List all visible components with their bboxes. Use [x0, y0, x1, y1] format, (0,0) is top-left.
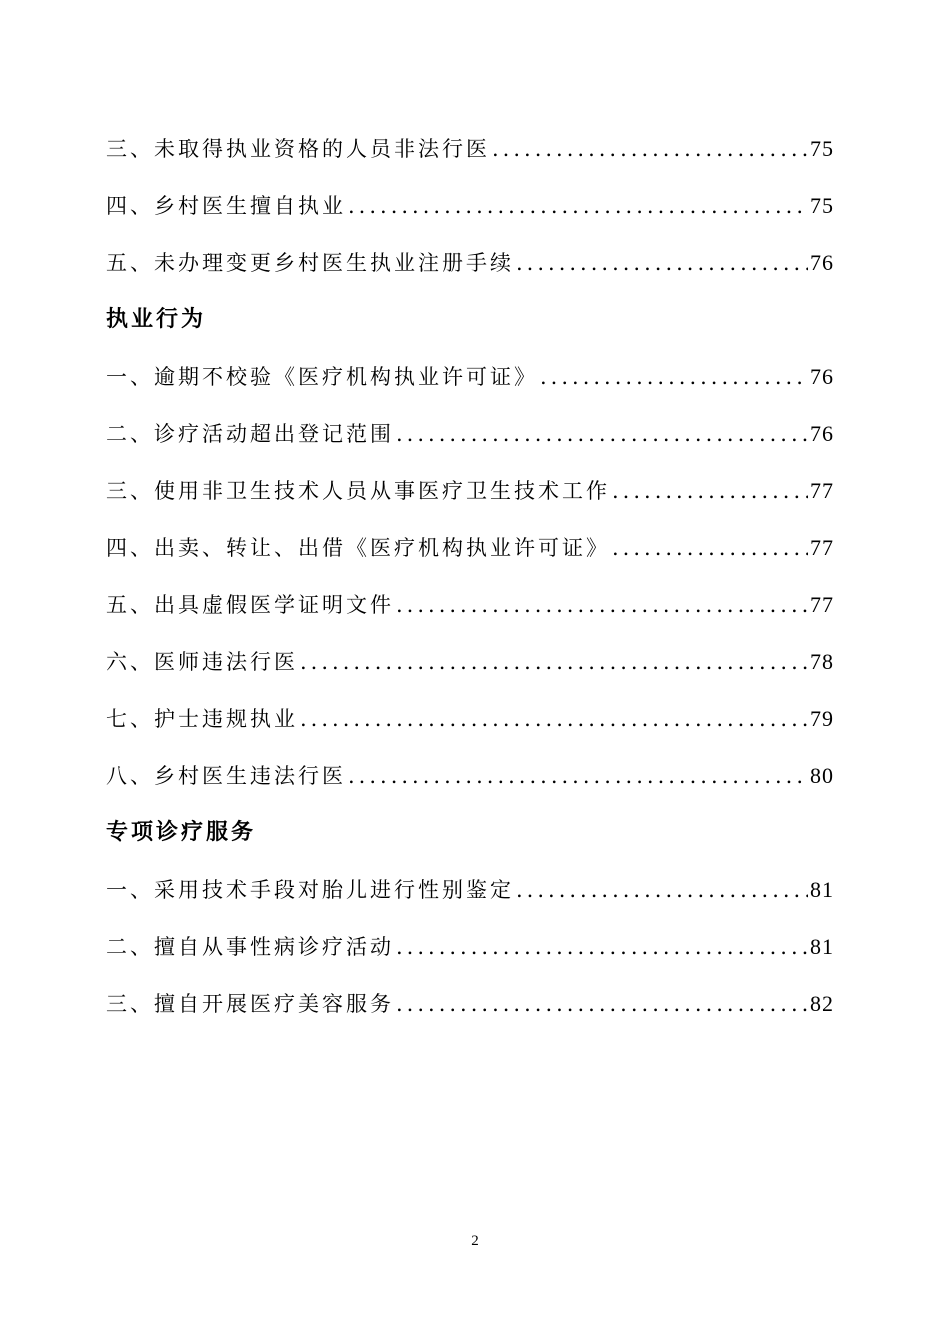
toc-entry-label: 八、乡村医生违法行医 — [106, 764, 346, 788]
toc-entry-page: 79 — [810, 706, 834, 731]
toc-entry-page: 76 — [810, 364, 834, 389]
toc-entry-label: 一、采用技术手段对胎儿进行性别鉴定 — [106, 878, 514, 902]
toc-entry[interactable] — [106, 120, 834, 177]
toc-entry-label: 五、未办理变更乡村医生执业注册手续 — [106, 251, 514, 275]
toc-entry-label: 三、使用非卫生技术人员从事医疗卫生技术工作 — [106, 479, 610, 503]
toc-entry[interactable] — [106, 861, 834, 918]
toc-entry[interactable] — [106, 690, 834, 747]
section-heading-special-services[interactable]: 专项诊疗服务 — [106, 820, 257, 845]
toc-entry-page: 77 — [810, 478, 834, 503]
toc-dot-leader — [540, 349, 808, 406]
toc-entry-label: 一、逾期不校验《医疗机构执业许可证》 — [106, 365, 538, 389]
toc-entry-label: 二、诊疗活动超出登记范围 — [106, 422, 394, 446]
toc-entry-label: 七、护士违规执业 — [106, 707, 298, 731]
toc-entry-label: 四、出卖、转让、出借《医疗机构执业许可证》 — [106, 536, 610, 560]
toc-entry[interactable] — [106, 234, 834, 291]
toc-dot-leader — [516, 862, 808, 919]
toc-entry[interactable] — [106, 633, 834, 690]
toc-entry[interactable] — [106, 348, 834, 405]
toc-entry-label: 三、未取得执业资格的人员非法行医 — [106, 137, 490, 161]
toc-entry-label: 六、医师违法行医 — [106, 650, 298, 674]
toc-dot-leader — [300, 691, 808, 748]
toc-dot-leader — [612, 463, 808, 520]
toc-entry-page: 81 — [810, 877, 834, 902]
toc-dot-leader — [396, 976, 808, 1033]
toc-dot-leader — [300, 634, 808, 691]
toc-entry-label: 四、乡村医生擅自执业 — [106, 194, 346, 218]
toc-entry-page: 77 — [810, 592, 834, 617]
toc-entry[interactable] — [106, 747, 834, 804]
toc-entry-page: 78 — [810, 649, 834, 674]
toc-dot-leader — [348, 748, 808, 805]
toc-entry-page: 82 — [810, 991, 834, 1016]
toc-entry-page: 75 — [810, 193, 834, 218]
toc-entry-page: 77 — [810, 535, 834, 560]
toc-entry-label: 二、擅自从事性病诊疗活动 — [106, 935, 394, 959]
toc-entry-page: 76 — [810, 250, 834, 275]
toc-entry-page: 81 — [810, 934, 834, 959]
toc-entry[interactable] — [106, 519, 834, 576]
toc-entry-label: 五、出具虚假医学证明文件 — [106, 593, 394, 617]
toc-dot-leader — [396, 406, 808, 463]
toc-entry-label: 三、擅自开展医疗美容服务 — [106, 992, 394, 1016]
section-heading-practice-behavior[interactable]: 执业行为 — [106, 307, 207, 332]
toc-dot-leader — [492, 121, 808, 178]
toc-dot-leader — [348, 178, 808, 235]
toc-dot-leader — [612, 520, 808, 577]
toc-entry[interactable] — [106, 405, 834, 462]
toc-entry[interactable] — [106, 918, 834, 975]
page-number: 2 — [471, 1233, 479, 1249]
toc-entry-page: 76 — [810, 421, 834, 446]
toc-entry[interactable] — [106, 576, 834, 633]
toc-entry[interactable] — [106, 975, 834, 1032]
table-of-contents — [106, 120, 834, 1032]
toc-entry-page: 80 — [810, 763, 834, 788]
toc-entry[interactable] — [106, 462, 834, 519]
toc-entry-page: 75 — [810, 136, 834, 161]
toc-dot-leader — [516, 235, 808, 292]
toc-dot-leader — [396, 919, 808, 976]
toc-dot-leader — [396, 577, 808, 634]
toc-entry[interactable] — [106, 177, 834, 234]
